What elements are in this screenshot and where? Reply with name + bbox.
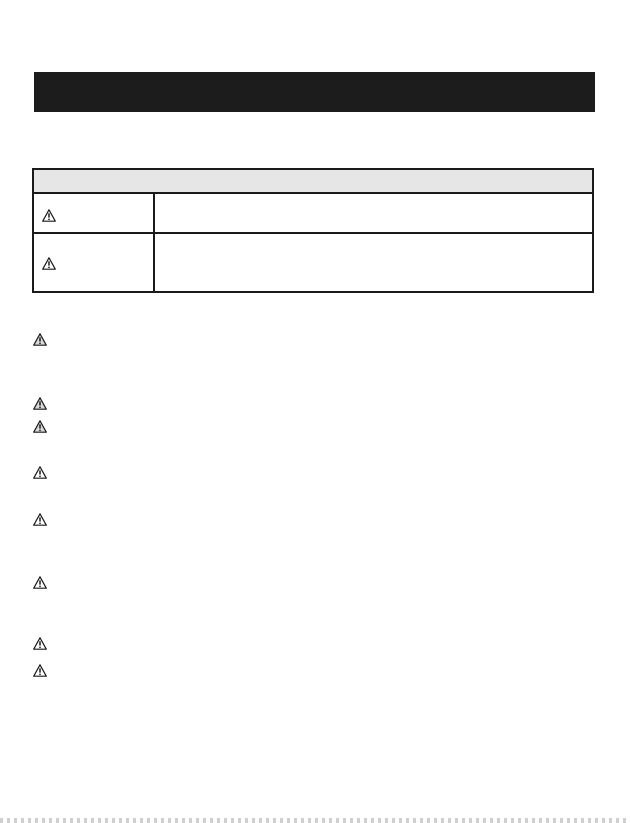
warning-triangle-icon <box>33 397 47 410</box>
table-row <box>34 194 592 232</box>
warning-triangle-icon <box>42 209 56 222</box>
warning-triangle-icon <box>42 257 56 270</box>
symbol-cell <box>34 234 153 291</box>
symbol-cell <box>34 194 153 232</box>
hazard-definitions-table <box>32 168 594 293</box>
warning-triangle-icon <box>33 420 47 433</box>
warning-triangle-icon <box>33 637 47 650</box>
table-row <box>34 234 592 291</box>
warning-triangle-icon <box>33 664 47 677</box>
section-header-bar <box>34 72 595 112</box>
warning-triangle-icon <box>33 513 47 526</box>
bottom-edge-stripe <box>0 818 630 823</box>
warning-triangle-icon <box>33 333 47 346</box>
description-cell <box>163 194 582 232</box>
table-header-row <box>34 170 592 194</box>
warning-triangle-icon <box>33 466 47 479</box>
warning-triangle-icon <box>33 576 47 589</box>
description-cell <box>163 234 582 291</box>
